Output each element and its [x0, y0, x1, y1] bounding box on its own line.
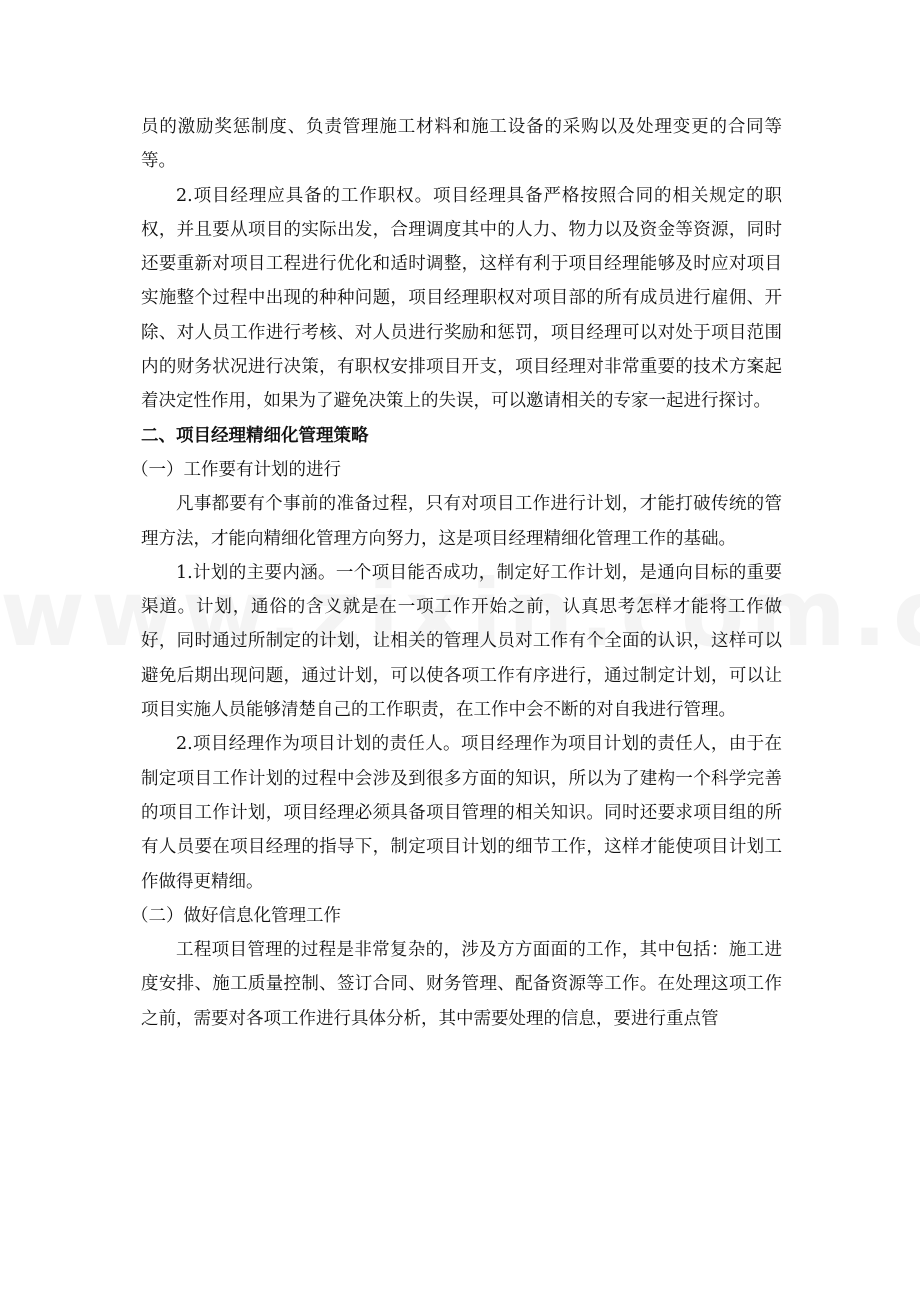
- subsection-heading-planned-work: （一）工作要有计划的进行: [131, 459, 341, 480]
- paragraph-continuation: 员的激励奖惩制度、负责管理施工材料和施工设备的采购以及处理变更的合同等等。: [141, 117, 782, 172]
- paragraph-plan-responsible: 2.项目经理作为项目计划的责任人。项目经理作为项目计划的责任人，由于在制定项目工作计划的过程中会涉及到很多方面的知识，所以为了建构一个科学完善的项目工作计划，项目经理必须具备项目管理的相关知识。同时还要求项目组的所有人员要在项目经理的指导下，制定项目计划的细节工作，这样才能使项目计划工作做得更精细。: [141, 734, 782, 892]
- paragraph-preparation: 凡事都要有个事前的准备过程，只有对项目工作进行计划，才能打破传统的管理方法，才能向精细化管理方向努力，这是项目经理精细化管理工作的基础。: [141, 494, 782, 549]
- section-heading-2: 二、项目经理精细化管理策略: [141, 425, 369, 446]
- subsection-heading-informatization: （二）做好信息化管理工作: [131, 905, 341, 926]
- paragraph-project-management: 工程项目管理的过程是非常复杂的，涉及方方面面的工作，其中包括：施工进度安排、施工质量控制、签订合同、财务管理、配备资源等工作。在处理这项工作之前，需要对各项工作进行具体分析，其中需要处理的信息，要进行重点管: [141, 940, 782, 1029]
- paragraph-work-authority: 2.项目经理应具备的工作职权。项目经理具备严格按照合同的相关规定的职权，并且要从项目的实际出发，合理调度其中的人力、物力以及资金等资源，同时还要重新对项目工程进行优化和适时调整，这样有利于项目经理能够及时应对项目实施整个过程中出现的种种问题，项目经理职权对项目部的所有成员进行雇佣、开除、对人员工作进行考核、对人员进行奖励和惩罚，项目经理可以对处于项目范围内的财务状况进行决策，有职权安排项目开支，项目经理对非常重要的技术方案起着决定性作用，如果为了避免决策上的失误，可以邀请相关的专家一起进行探讨。: [141, 185, 782, 412]
- paragraph-plan-meaning: 1.计划的主要内涵。一个项目能否成功，制定好工作计划，是通向目标的重要渠道。计划，通俗的含义就是在一项工作开始之前，认真思考怎样才能将工作做好，同时通过所制定的计划，让相关的管理人员对工作有个全面的认识，这样可以避免后期出现问题，通过计划，可以使各项工作有序进行，通过制定计划，可以让项目实施人员能够清楚自己的工作职责，在工作中会不断的对自我进行管理。: [141, 562, 782, 721]
